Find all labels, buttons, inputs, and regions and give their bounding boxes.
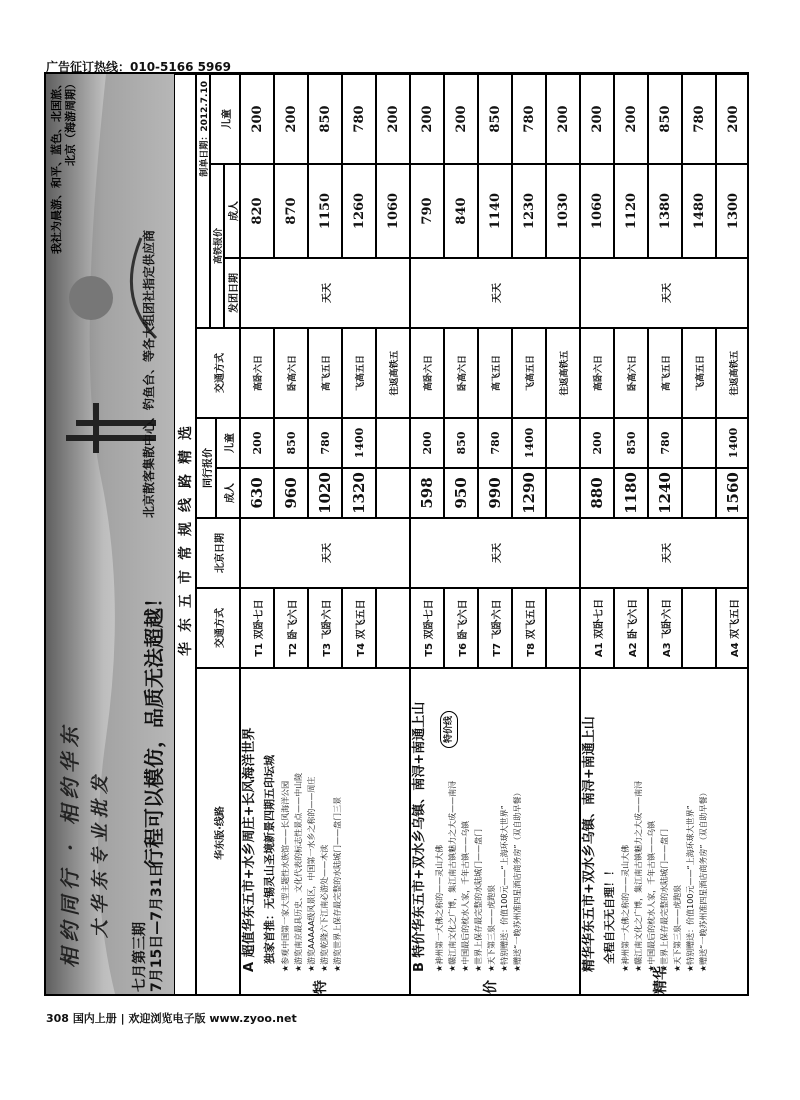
col-depart-header: 发团日期 (224, 258, 240, 328)
transport2-cell: 高卧六日 (410, 328, 444, 418)
route-highlight: ★赣江南文化之广博，集江南古镇魅力之大成——南浔 (634, 780, 643, 972)
transport2-cell: 高飞五日 (648, 328, 682, 418)
child-price: 850 (614, 418, 648, 468)
transport2-cell: 高飞五日 (478, 328, 512, 418)
made-date: 制单日期：2012.7.10 (196, 74, 210, 328)
transport-cell: T2 卧飞六日 (274, 588, 308, 668)
route-highlight: ★游览乾隆六下江南必游处——木渎 (320, 844, 329, 972)
child2-price: 780 (512, 74, 546, 164)
col-bjdate-header: 北京日期 (196, 518, 240, 588)
transport-cell: T5 双卧七日 (410, 588, 444, 668)
transport2-cell: 卧高六日 (444, 328, 478, 418)
col-child-header: 儿童 (216, 418, 240, 468)
highspeed-date-daily: 天天 (580, 258, 749, 328)
issue-line-1: 七月第三期 (132, 922, 148, 992)
route-highlight: ★游览AAAAA级风景区，中国第一水乡之称的——周庄 (307, 776, 316, 972)
adult-price: 1560 (716, 468, 749, 518)
sub-slogan: 北京散客集散中心、钓鱼台、等各大组团社指定供应商 (142, 229, 156, 518)
adult-price: 1290 (512, 468, 546, 518)
child-price: 780 (478, 418, 512, 468)
child-price (376, 418, 410, 468)
adult-price: 1240 (648, 468, 682, 518)
adult2-price: 1260 (342, 164, 376, 258)
route-highlight: ★神州第一大佛之称的——灵山大佛 (435, 844, 444, 972)
route-highlight: ★游览世界上保存最完整的水陆城门——盘门三景 (333, 796, 342, 972)
adult2-price: 1120 (614, 164, 648, 258)
group-tag: 精华 (653, 966, 669, 994)
transport-cell: A1 双卧七日 (580, 588, 614, 668)
main-slogan: 行程可以模仿，品质无法超越！ (142, 588, 166, 868)
transport-cell: T6 卧飞六日 (444, 588, 478, 668)
child-price: 200 (410, 418, 444, 468)
beijing-date-daily: 天天 (410, 518, 580, 588)
child2-price: 200 (376, 74, 410, 164)
tour-sheet (44, 72, 749, 996)
transport-cell: A2 卧飞六日 (614, 588, 648, 668)
route-highlight: ★游览南京最具历史、文化代表的标志性景点——中山陵 (294, 772, 303, 972)
adult2-price: 1030 (546, 164, 580, 258)
child-price (682, 418, 716, 468)
child-price: 850 (444, 418, 478, 468)
footer: 308 国内上册 | 欢迎浏览电子版 www.zyoo.net (46, 1012, 297, 1025)
price-table (174, 74, 749, 996)
col-adult2-header: 成人 (224, 164, 240, 258)
section-title: 华东五市常规线路精选 (174, 74, 196, 996)
route-title: 精华华东五市+双水乡乌镇、南浔+南通上山 (582, 716, 597, 972)
transport2-cell: 飞高五日 (682, 328, 716, 418)
issue-info (132, 864, 166, 992)
child2-price: 850 (308, 74, 342, 164)
transport2-cell: 往返高铁五 (376, 328, 410, 418)
issue-line-2: 7月15日—7月31日 (149, 863, 165, 992)
route-highlight: ★神州第一大佛之称的——灵山大佛 (621, 844, 630, 972)
transport-cell (546, 588, 580, 668)
transport-cell (376, 588, 410, 668)
adult2-price: 1060 (580, 164, 614, 258)
transport-cell: A3 飞卧六日 (648, 588, 682, 668)
child2-price: 200 (274, 74, 308, 164)
transport2-cell: 高飞五日 (308, 328, 342, 418)
adult-price: 630 (240, 468, 274, 518)
transport-cell: T3 飞卧六日 (308, 588, 342, 668)
child-price: 1400 (512, 418, 546, 468)
adult-price: 960 (274, 468, 308, 518)
transport2-cell: 飞高五日 (512, 328, 546, 418)
page-number: 308 (46, 1012, 69, 1025)
adult-price: 598 (410, 468, 444, 518)
adult2-price: 1060 (376, 164, 410, 258)
route-highlight: ★特别赠送：价值100元——“上海环球大世界” (686, 805, 695, 972)
child-price: 1400 (342, 418, 376, 468)
route-subtitle: 全程自天无自理！！ (603, 865, 616, 964)
route-highlight: ★中国最后的枕水人家，千年古镇——乌镇 (461, 820, 470, 972)
route-title: A 超值华东五市+水乡周庄+长风海洋世界 (242, 727, 257, 972)
adult-price: 1180 (614, 468, 648, 518)
child2-price: 200 (580, 74, 614, 164)
route-title: B 特价华东五市+双水乡乌镇、南浔+南通上山 (412, 701, 427, 972)
child-price: 780 (308, 418, 342, 468)
child-price: 850 (274, 418, 308, 468)
route-highlight: ★参观中国第一家大型主题性水族馆——长风海洋公园 (281, 780, 290, 972)
adult2-price: 1140 (478, 164, 512, 258)
group-tag: 特 (313, 980, 329, 994)
adult-price: 1320 (342, 468, 376, 518)
ad-hotline: 广告征订热线：010-5166 5969 (46, 60, 232, 74)
transport2-cell: 往返高铁五 (716, 328, 749, 418)
child2-price: 850 (478, 74, 512, 164)
adult2-price: 1230 (512, 164, 546, 258)
beijing-date-daily: 天天 (580, 518, 749, 588)
route-highlight: ★天下第三泉——虎跑泉 (487, 884, 496, 972)
col-child2-header: 儿童 (210, 74, 240, 164)
child-price: 200 (240, 418, 274, 468)
transport2-cell: 高卧六日 (240, 328, 274, 418)
adult2-price: 1480 (682, 164, 716, 258)
child-price: 780 (648, 418, 682, 468)
child2-price: 780 (342, 74, 376, 164)
col-highspeed-header: 高铁报价 (210, 164, 224, 328)
calligraphy-line-2: 大华东专业批发 (90, 770, 111, 938)
transport2-cell: 飞高五日 (342, 328, 376, 418)
route-highlight: ★中国最后的枕水人家，千年古镇——乌镇 (647, 820, 656, 972)
route-subtitle: 独家首推：无锡灵山圣境新景四期五印坛城 (263, 755, 276, 964)
route-highlight: ★赣江南文化之广博，集江南古镇魅力之大成——南浔 (448, 780, 457, 972)
child2-price: 200 (546, 74, 580, 164)
child-price (546, 418, 580, 468)
route-highlight: ★赠送“一晚苏州准四星酒店商务房”（双自助早餐） (513, 788, 522, 972)
adult-price: 990 (478, 468, 512, 518)
adult-price (376, 468, 410, 518)
adult-price: 1020 (308, 468, 342, 518)
route-highlight: ★赠送“一晚苏州准四星酒店商务房”（双自助早餐） (699, 788, 708, 972)
route-highlight: ★世界上保存最完整的水陆城门——盘门 (474, 828, 483, 972)
highspeed-date-daily: 天天 (240, 258, 410, 328)
transport-cell: T8 双飞五日 (512, 588, 546, 668)
adult2-price: 870 (274, 164, 308, 258)
adult2-price: 820 (240, 164, 274, 258)
footer-slogan: 欢迎浏览电子版 (128, 1012, 206, 1025)
adult2-price: 1380 (648, 164, 682, 258)
book-name: 国内上册 (72, 1012, 117, 1025)
col-transport-header: 交通方式 (196, 588, 240, 668)
route-highlight: ★天下第三泉——虎跑泉 (673, 884, 682, 972)
child2-price: 200 (444, 74, 478, 164)
transport-cell: T7 飞卧六日 (478, 588, 512, 668)
adult2-price: 840 (444, 164, 478, 258)
child2-price: 200 (716, 74, 749, 164)
child2-price: 200 (614, 74, 648, 164)
agency-list: 我社为晨游、和平、蓝色、北国旅、北京（海游周期） (50, 78, 77, 254)
adult-price (546, 468, 580, 518)
transport-cell (682, 588, 716, 668)
transport-cell: A4 双飞五日 (716, 588, 749, 668)
group-tag: 价 (483, 980, 499, 994)
child-price: 1400 (716, 418, 749, 468)
transport-cell: T4 双飞五日 (342, 588, 376, 668)
route-highlight: ★世界上保存最完整的水陆城门——盘门 (660, 828, 669, 972)
child-price: 200 (580, 418, 614, 468)
transport2-cell: 卧高六日 (274, 328, 308, 418)
child2-price: 200 (240, 74, 274, 164)
special-badge: 特价线 (440, 711, 458, 748)
route-highlight: ★特别赠送：价值100元——“上海环球大世界” (500, 805, 509, 972)
transport-cell: T1 双卧七日 (240, 588, 274, 668)
adult-price: 950 (444, 468, 478, 518)
child2-price: 200 (410, 74, 444, 164)
footer-site: www.zyoo.net (209, 1012, 297, 1025)
calligraphy-line-1: 相约同行 · 相约华东 (58, 721, 82, 968)
child2-price: 850 (648, 74, 682, 164)
beijing-date-daily: 天天 (240, 518, 410, 588)
col-route-header: 华东版·线路 (196, 668, 240, 996)
col-transport2-header: 交通方式 (196, 328, 240, 418)
adult2-price: 790 (410, 164, 444, 258)
transport2-cell: 往返高铁五 (546, 328, 580, 418)
transport2-cell: 卧高六日 (614, 328, 648, 418)
highspeed-date-daily: 天天 (410, 258, 580, 328)
adult-price: 880 (580, 468, 614, 518)
child2-price: 780 (682, 74, 716, 164)
rotated-content (46, 74, 749, 996)
adult-price (682, 468, 716, 518)
col-adult-header: 成人 (216, 468, 240, 518)
col-peerprice-header: 同行报价 (196, 418, 216, 518)
adult2-price: 1150 (308, 164, 342, 258)
transport2-cell: 高卧六日 (580, 328, 614, 418)
adult2-price: 1300 (716, 164, 749, 258)
